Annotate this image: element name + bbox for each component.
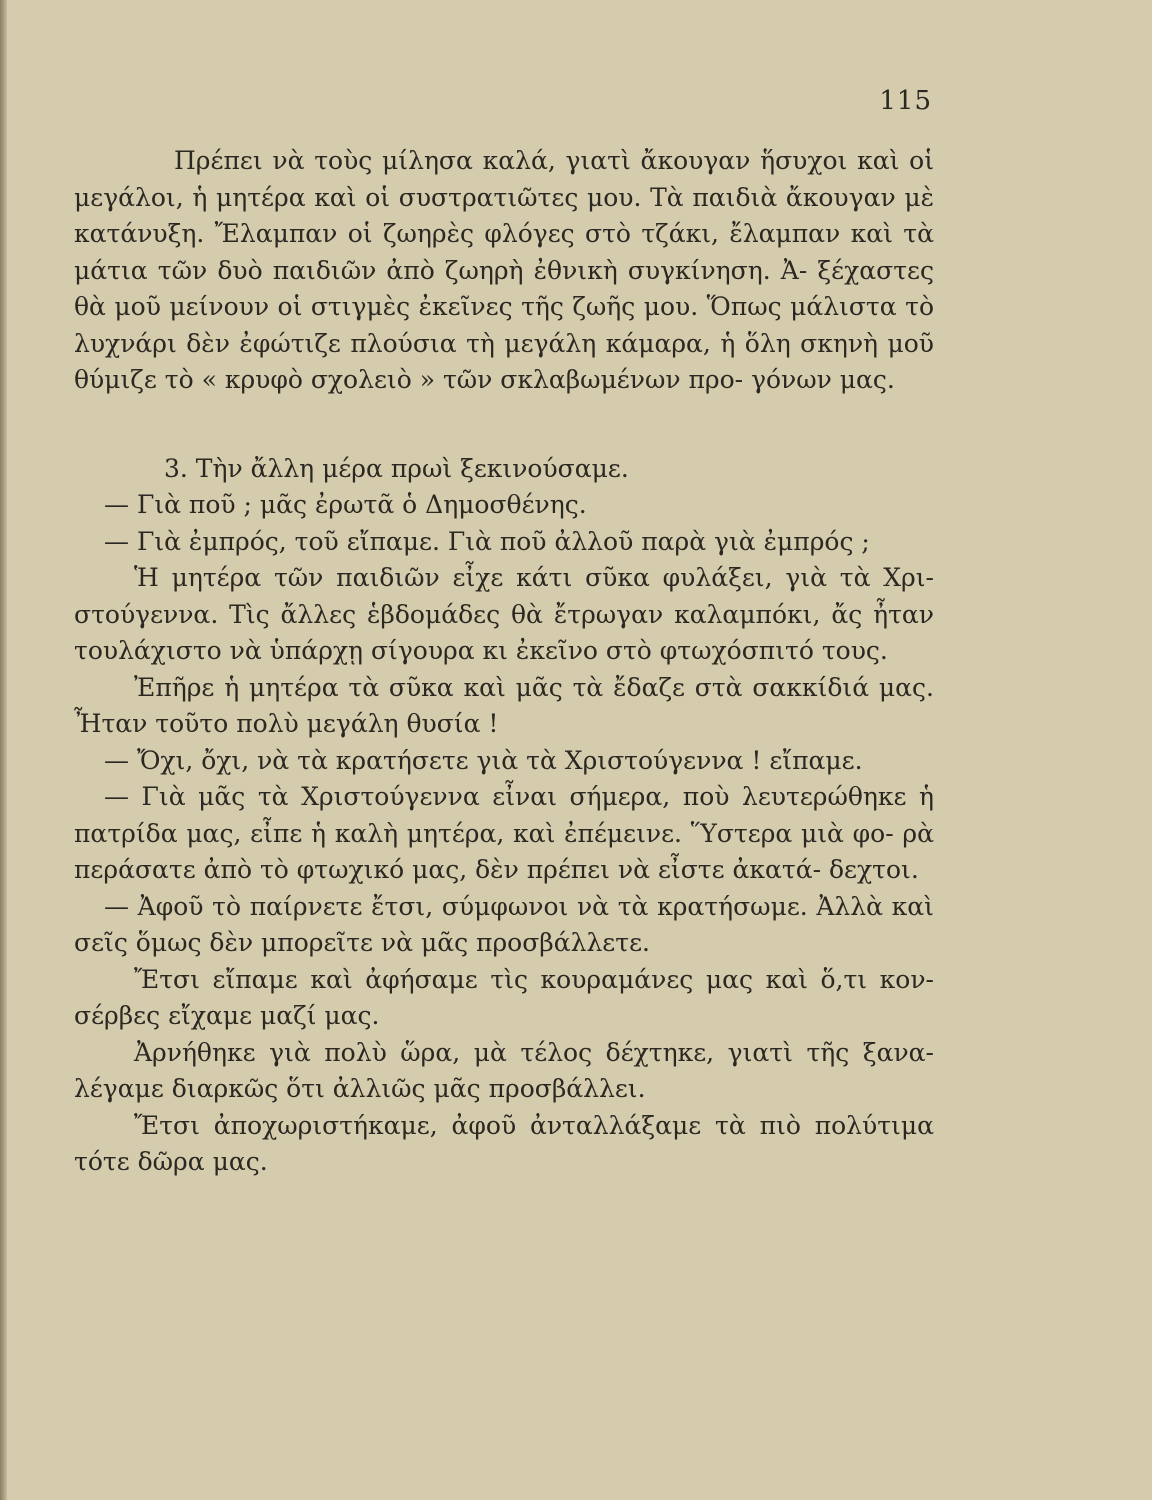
paragraph: Πρέπει νὰ τοὺς μίλησα καλά, γιατὶ ἄκουγαν ἥσυχοι καὶ οἱ μεγάλοι, ἡ μητέρα καὶ οἱ συστρατιῶτες μου. Τὰ παιδιὰ ἄκουγαν μὲ κατάνυξη. Ἔλαμπαν οἱ ζωηρὲς φλόγες στὸ τζάκι, ἔλαμπαν καὶ τὰ μάτια τῶν δυὸ παιδιῶν ἀπὸ ζωηρὴ ἐθνικὴ συγκίνηση. Ἀ- ξέχαστες θὰ μοῦ μείνουν οἱ στιγμὲς ἐκεῖνες τῆς ζωῆς μου. Ὅπως μάλιστα τὸ λυχνάρι δὲν ἐφώτιζε πλούσια τὴ μεγάλη κάμαρα, ἡ ὅλη σκηνὴ μοῦ θύμιζε τὸ « κρυφὸ σχολειὸ » τῶν σκλαβωμένων προ- γόνων μας. [74,146,934,394]
section-start-paragraph: 3. Τὴν ἄλλη μέρα πρωὶ ξεκινούσαμε. [164,453,629,483]
page-number: 115 [879,86,932,116]
dialogue-line: — Ὄχι, ὄχι, νὰ τὰ κρατήσετε γιὰ τὰ Χριστούγεννα ! εἴπαμε. [104,745,863,775]
page-binding-edge [0,0,7,1500]
paragraph: Ἀρνήθηκε γιὰ πολὺ ὥρα, μὰ τέλος δέχτηκε, γιατὶ τῆς ξανα- λέγαμε διαρκῶς ὅτι ἀλλιῶς μᾶς προσβάλλει. [74,1037,934,1103]
dialogue-line: — Γιὰ ποῦ ; μᾶς ἐρωτᾶ ὁ Δημοσθένης. [104,490,587,519]
dialogue-line: — Ἀφοῦ τὸ παίρνετε ἔτσι, σύμφωνοι νὰ τὰ κρατήσωμε. Ἀλλὰ καὶ σεῖς ὅμως δὲν μπορεῖτε νὰ μᾶς προσβάλλετε. [74,891,934,957]
dialogue-line: — Γιὰ μᾶς τὰ Χριστούγεννα εἶναι σήμερα, ποὺ λευτερώθηκε ἡ πατρίδα μας, εἶπε ἡ καλὴ μητέρα, καὶ ἐπέμεινε. Ὕστερα μιὰ φο- ρὰ περάσατε ἀπὸ τὸ φτωχικό μας, δὲν πρέπει νὰ εἶστε ἀκατά- δεχτοι. [74,782,934,884]
body-text [74,143,934,1181]
paragraph: Ἡ μητέρα τῶν παιδιῶν εἶχε κάτι σῦκα φυλάξει, γιὰ τὰ Χρι- στούγεννα. Τὶς ἄλλες ἑβδομάδες θὰ ἔτρωγαν καλαμπόκι, ἄς ἦταν τουλάχιστο νὰ ὑπάρχῃ σίγουρα κι ἐκεῖνο στὸ φτωχόσπιτό τους. [74,563,934,665]
dialogue-line: — Γιὰ ἐμπρός, τοῦ εἴπαμε. Γιὰ ποῦ ἀλλοῦ παρὰ γιὰ ἐμπρός ; [104,526,870,556]
paragraph: Ἔτσι ἀποχωριστήκαμε, ἀφοῦ ἀνταλλάξαμε τὰ πιὸ πολύτιμα τότε δῶρα μας. [74,1110,934,1176]
paragraph: Ἐπῆρε ἡ μητέρα τὰ σῦκα καὶ μᾶς τὰ ἔδαζε στὰ σακκίδιά μας. Ἦταν τοῦτο πολὺ μεγάλη θυσία ! [74,672,934,738]
paragraph: Ἔτσι εἴπαμε καὶ ἀφήσαμε τὶς κουραμάνες μας καὶ ὅ,τι κον- σέρβες εἴχαμε μαζί μας. [74,964,934,1030]
